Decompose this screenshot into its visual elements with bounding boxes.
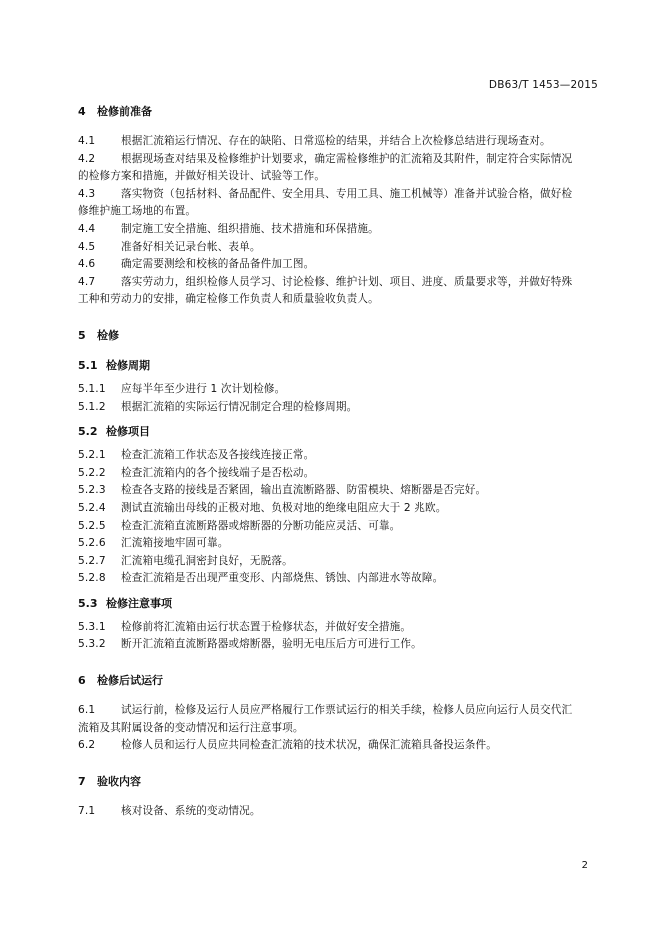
clause: 5.1.2 根据汇流箱的实际运行情况制定合理的检修周期。 (78, 400, 358, 413)
clause: 4.3 落实物资（包括材料、备品配件、安全用具、专用工具、施工机械等）准备并试验合格，做好检 修维护施工场地的布置。 (78, 187, 573, 218)
clause: 6.1 试运行前，检修及运行人员应严格履行工作票试运行的相关手续，检修人员应向运行人员交代汇 流箱及其附属设备的变动情况和运行注意事项。 (78, 704, 573, 734)
clause: 5.2.3 检查各支路的接线是否紧固，输出直流断路器、防雷模块、熔断器是否完好。 (78, 484, 487, 497)
clause: 5.2.7 汇流箱电缆孔洞密封良好，无脱落。 (78, 554, 293, 567)
section-heading: 4 检修前准备 (78, 105, 152, 118)
clause: 5.1.1 应每半年至少进行 1 次计划检修。 (78, 382, 286, 395)
page-number: 2 (581, 860, 588, 871)
subsection-heading: 5.2 检修项目 (78, 425, 150, 439)
clause: 4.7 落实劳动力，组织检修人员学习、讨论检修、维护计划、项目、进度、质量要求等，并做好特殊 工种和劳动力的安排，确定检修工作负责人和质量验收负责人。 (78, 275, 573, 306)
clause: 5.2.2 检查汇流箱内的各个接线端子是否松动。 (78, 466, 315, 479)
clause: 5.2.4 测试直流输出母线的正极对地、负极对地的绝缘电阻应大于 2 兆欧。 (78, 501, 447, 514)
section-heading: 6 检修后试运行 (78, 674, 163, 688)
document-code: DB63/T 1453—2015 (488, 79, 598, 91)
clause: 4.1 根据汇流箱运行情况、存在的缺陷、日常巡检的结果，并结合上次检修总结进行现场查对。 (78, 135, 551, 147)
clause: 4.2 根据现场查对结果及检修维护计划要求，确定需检修维护的汇流箱及其附件，制定符合实际情况 的检修方案和措施，并做好相关设计、试验等工作。 (78, 152, 573, 183)
subsection-heading: 5.3 检修注意事项 (78, 596, 172, 610)
clause: 4.4 制定施工安全措施、组织措施、技术措施和环保措施。 (78, 222, 379, 235)
clause: 5.2.6 汇流箱接地牢固可靠。 (78, 537, 229, 550)
clause: 7.1 核对设备、系统的变动情况。 (78, 804, 261, 817)
clause: 5.3.1 检修前将汇流箱由运行状态置于检修状态，并做好安全措施。 (78, 620, 412, 633)
clause: 5.2.5 检查汇流箱直流断路器或熔断器的分断功能应灵活、可靠。 (78, 519, 401, 532)
document-body (78, 103, 600, 820)
section-heading: 5 检修 (78, 328, 119, 342)
clause: 4.6 确定需要测绘和校核的备品备件加工图。 (78, 258, 315, 271)
subsection-heading: 5.1 检修周期 (78, 358, 150, 372)
clause: 4.5 准备好相关记录台帐、表单。 (78, 240, 261, 253)
section-heading: 7 验收内容 (78, 774, 141, 788)
clause: 5.2.1 检查汇流箱工作状态及各接线连接正常。 (78, 449, 315, 462)
clause: 5.2.8 检查汇流箱是否出现严重变形、内部烧焦、锈蚀、内部进水等故障。 (78, 572, 444, 585)
clause: 6.2 检修人员和运行人员应共同检查汇流箱的技术状况，确保汇流箱具备投运条件。 (78, 739, 498, 752)
clause: 5.3.2 断开汇流箱直流断路器或熔断器，验明无电压后方可进行工作。 (78, 638, 422, 651)
